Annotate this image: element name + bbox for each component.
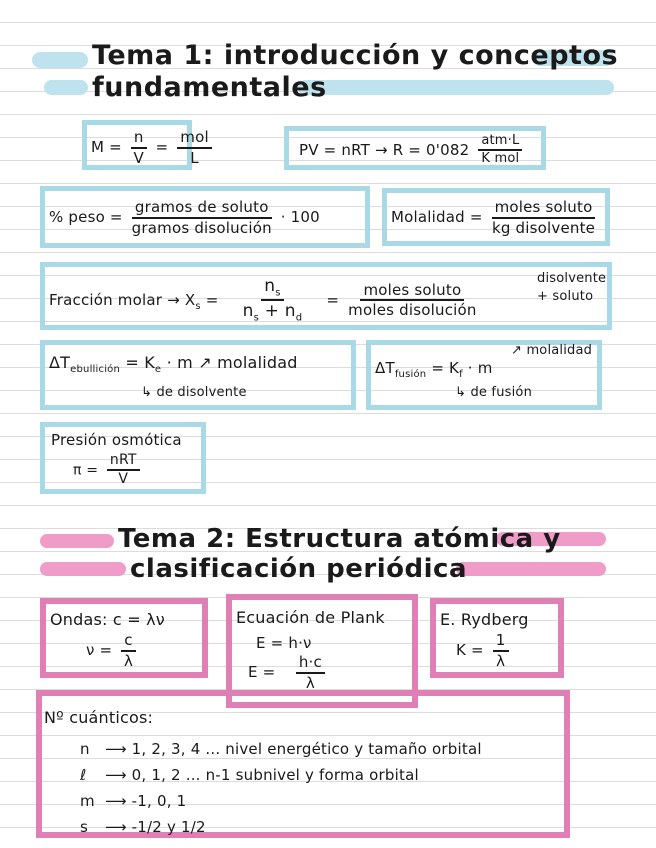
ondas-formula-2: ν = $\frac{c}{\lambda}$ — [86, 632, 140, 669]
presion-fraction: $\frac{\text{nRT}}{V}$ — [107, 453, 140, 488]
title-highlight — [456, 562, 606, 576]
fraccion-note-disolvente: disolvente — [537, 271, 607, 286]
fusion-molalidad-note: ↗ molalidad — [511, 343, 593, 358]
cuantico-row: ℓ ⟶ 0, 1, 2 ... n-1 subnivel y forma orbital — [80, 766, 419, 784]
title-highlight — [40, 534, 114, 548]
rydberg-box — [430, 598, 564, 678]
planck-formula-2: E = $\frac{h\cdot c}{\lambda}$ — [248, 654, 340, 691]
title-highlight — [44, 80, 88, 95]
cuanticos-title: Nº cuánticos: — [44, 708, 154, 727]
molalidad-box — [382, 188, 610, 246]
tema2-title-line2: clasificación periódica — [130, 554, 468, 584]
molalidad-fraction: $\frac{\text{moles soluto}}{\text{kg disolvente}}$ — [491, 198, 596, 237]
title-highlight — [298, 80, 614, 95]
cuantico-row: s ⟶ -1/2 y 1/2 — [80, 818, 206, 836]
planck-formula-1: E = h·ν — [256, 634, 312, 652]
r-units: $\frac{\text{atm·L}}{\text{K mol}}$ — [478, 134, 522, 167]
ebullicion-box — [40, 340, 356, 410]
molaridad-lhs: M = — [91, 138, 122, 156]
peso-fraction: $\frac{\text{gramos de soluto}}{\text{gramos disolución}}$ — [131, 198, 272, 237]
presion-title: Presión osmótica — [51, 431, 182, 449]
fraccion-note-soluto: + soluto — [537, 289, 594, 304]
fusion-box — [366, 340, 602, 410]
presion-formula: π = $\frac{\text{nRT}}{V}$ — [73, 453, 144, 488]
molalidad-formula: Molalidad = $\frac{\text{moles soluto}}{\text{kg disolvente}}$ — [391, 198, 596, 237]
gases-box — [284, 126, 546, 170]
fusion-note: ↳ de fusión — [455, 385, 533, 400]
fusion-formula: $\Delta T_{fusión} = K_f \cdot m$ — [375, 359, 493, 380]
moles-fraction: $\frac{\text{moles soluto}}{\text{moles disolución}}$ — [348, 280, 477, 320]
ns-fraction: $\frac{n_s}{n_s + n_d}$ — [242, 276, 303, 324]
molaridad-box — [82, 120, 209, 170]
ondas-box — [40, 598, 208, 678]
rydberg-formula: K = $\frac{1}{\lambda}$ — [456, 632, 513, 669]
ebullicion-note: ↳ de disolvente — [141, 385, 247, 400]
tema1-title-line2: fundamentales — [92, 72, 327, 103]
rydberg-title: E. Rydberg — [440, 610, 529, 629]
cuantico-row: m ⟶ -1, 0, 1 — [80, 792, 187, 810]
title-highlight — [32, 52, 88, 68]
planck-title: Ecuación de Plank — [236, 608, 385, 627]
tema2-title-line1: Tema 2: Estructura atómica y — [118, 524, 561, 554]
peso-formula: % peso = $\frac{\text{gramos de soluto}}{\text{gramos disolución}}$ · 100 — [49, 198, 320, 237]
n-over-v: $\frac{n}{V}$ — [131, 129, 147, 166]
peso-box — [40, 186, 370, 248]
mol-over-l: $\frac{\text{mol}}{L}$ — [177, 129, 212, 166]
ebullicion-formula: $\Delta T_{ebullición} = K_e \cdot m$ ↗ molalidad — [49, 353, 298, 376]
title-highlight — [40, 562, 126, 576]
molaridad-formula: M = $\frac{n}{V}$ = $\frac{\text{mol}}{L}$ — [91, 129, 216, 166]
cuanticos-box — [36, 690, 570, 838]
tema1-title-line1: Tema 1: introducción y conceptos — [92, 40, 619, 71]
fraccion-formula: Fracción molar → $X_s$ = $\frac{n_s}{n_s + n_d}$ = $\frac{\text{moles soluto}}{\text{moles disolución}}$ — [49, 276, 477, 324]
ondas-formula-1: Ondas: c = λν — [50, 610, 165, 629]
presion-box — [40, 422, 206, 494]
fraccion-box — [40, 262, 612, 330]
gases-formula: PV = nRT → R = 0'082 $\frac{\text{atm·L}}{\text{K mol}}$ — [299, 134, 526, 167]
cuantico-row: n ⟶ 1, 2, 3, 4 ... nivel energético y tamaño orbital — [80, 740, 482, 758]
